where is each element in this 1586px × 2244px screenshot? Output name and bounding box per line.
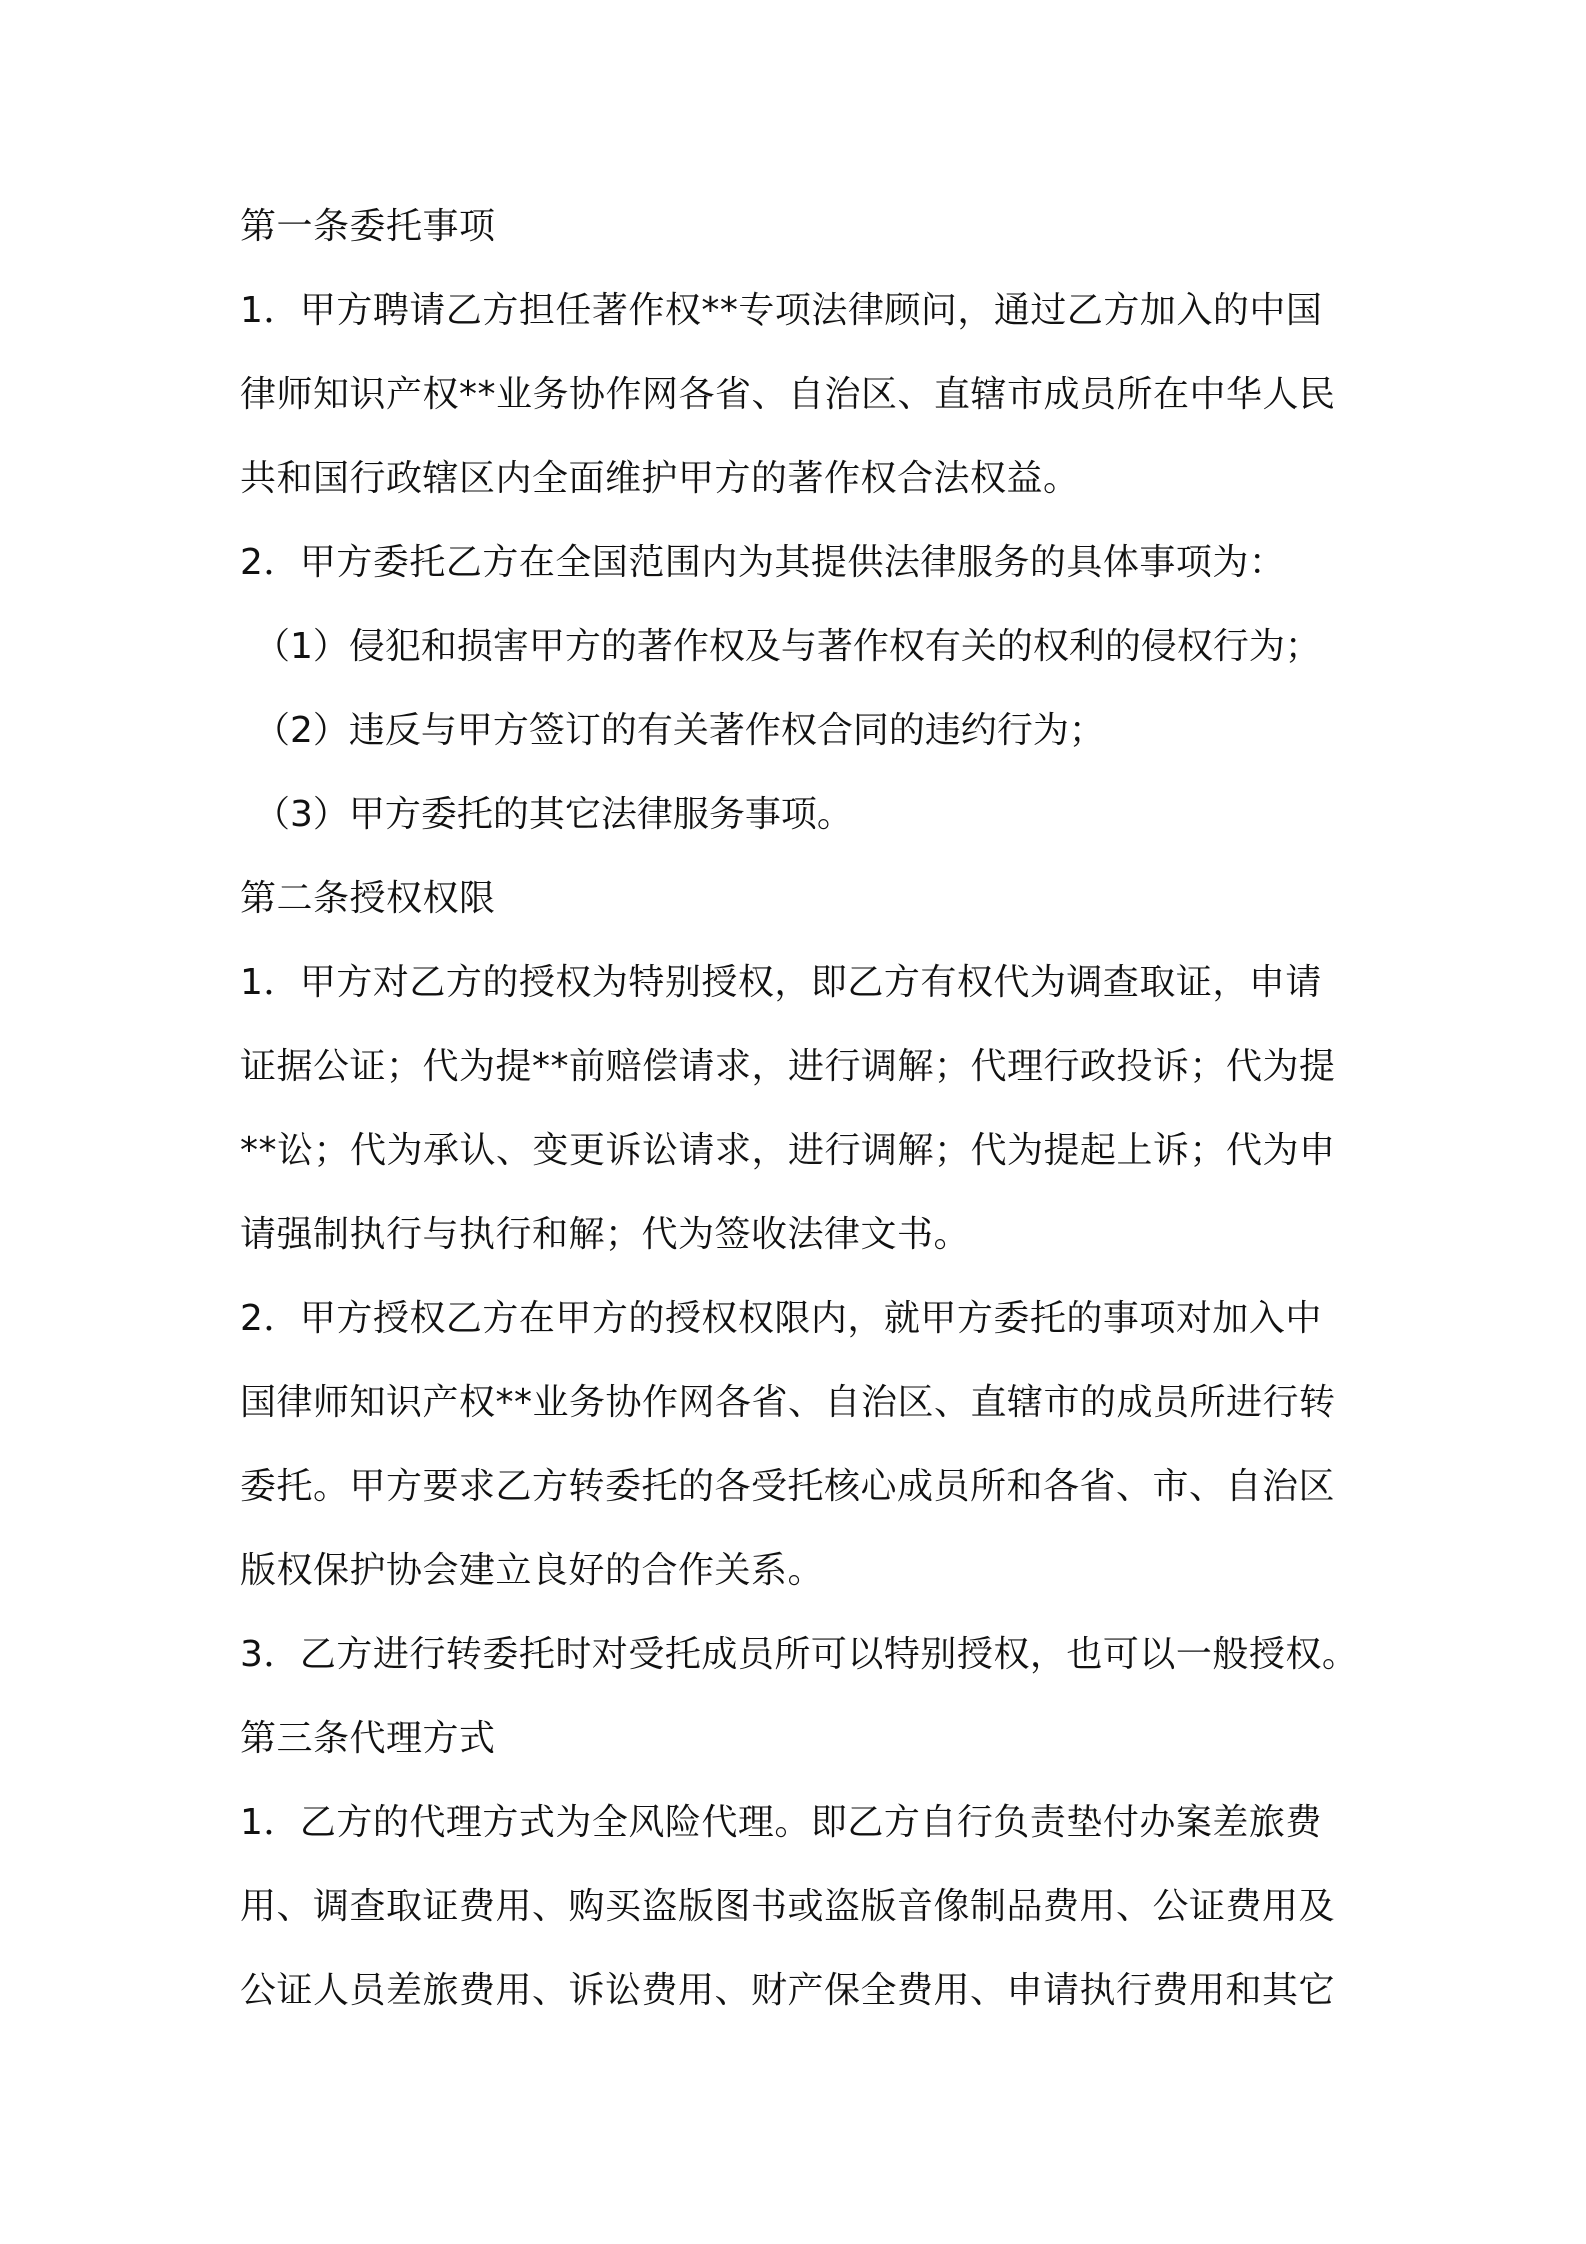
section-heading-1: 第一条委托事项 — [240, 206, 496, 247]
paragraph-line: 版权保护协会建立良好的合作关系。 — [240, 1550, 825, 1591]
paragraph-line: 1．甲方聘请乙方担任著作权**专项法律顾问，通过乙方加入的中国 — [240, 290, 1323, 331]
paragraph-line: 证据公证；代为提**前赔偿请求，进行调解；代理行政投诉；代为提 — [240, 1046, 1336, 1087]
section-heading-3: 第三条代理方式 — [240, 1718, 496, 1759]
list-item: （1）侵犯和损害甲方的著作权及与著作权有关的权利的侵权行为； — [254, 626, 1321, 667]
paragraph-line: 公证人员差旅费用、诉讼费用、财产保全费用、申请执行费用和其它 — [240, 1970, 1336, 2011]
document-body — [240, 185, 1370, 2033]
paragraph-line: 1．甲方对乙方的授权为特别授权，即乙方有权代为调查取证，申请 — [240, 962, 1322, 1003]
paragraph-line: 3．乙方进行转委托时对受托成员所可以特别授权，也可以一般授权。 — [240, 1634, 1359, 1675]
paragraph-line: 律师知识产权**业务协作网各省、自治区、直辖市成员所在中华人民 — [240, 374, 1336, 415]
list-item: （3）甲方委托的其它法律服务事项。 — [254, 794, 853, 835]
paragraph-line: 2．甲方授权乙方在甲方的授权权限内，就甲方委托的事项对加入中 — [240, 1298, 1322, 1339]
paragraph-line: 1．乙方的代理方式为全风险代理。即乙方自行负责垫付办案差旅费 — [240, 1802, 1322, 1843]
list-item: （2）违反与甲方签订的有关著作权合同的违约行为； — [254, 710, 1105, 751]
paragraph-line: **讼；代为承认、变更诉讼请求，进行调解；代为提起上诉；代为申 — [240, 1130, 1336, 1171]
paragraph-line: 共和国行政辖区内全面维护甲方的著作权合法权益。 — [240, 458, 1080, 499]
section-heading-2: 第二条授权权限 — [240, 878, 496, 919]
paragraph-line: 委托。甲方要求乙方转委托的各受托核心成员所和各省、市、自治区 — [240, 1466, 1336, 1507]
paragraph-line: 请强制执行与执行和解；代为签收法律文书。 — [240, 1214, 971, 1255]
paragraph-line: 国律师知识产权**业务协作网各省、自治区、直辖市的成员所进行转 — [240, 1382, 1336, 1423]
paragraph-line: 用、调查取证费用、购买盗版图书或盗版音像制品费用、公证费用及 — [240, 1886, 1336, 1927]
paragraph-line: 2．甲方委托乙方在全国范围内为其提供法律服务的具体事项为： — [240, 542, 1286, 583]
